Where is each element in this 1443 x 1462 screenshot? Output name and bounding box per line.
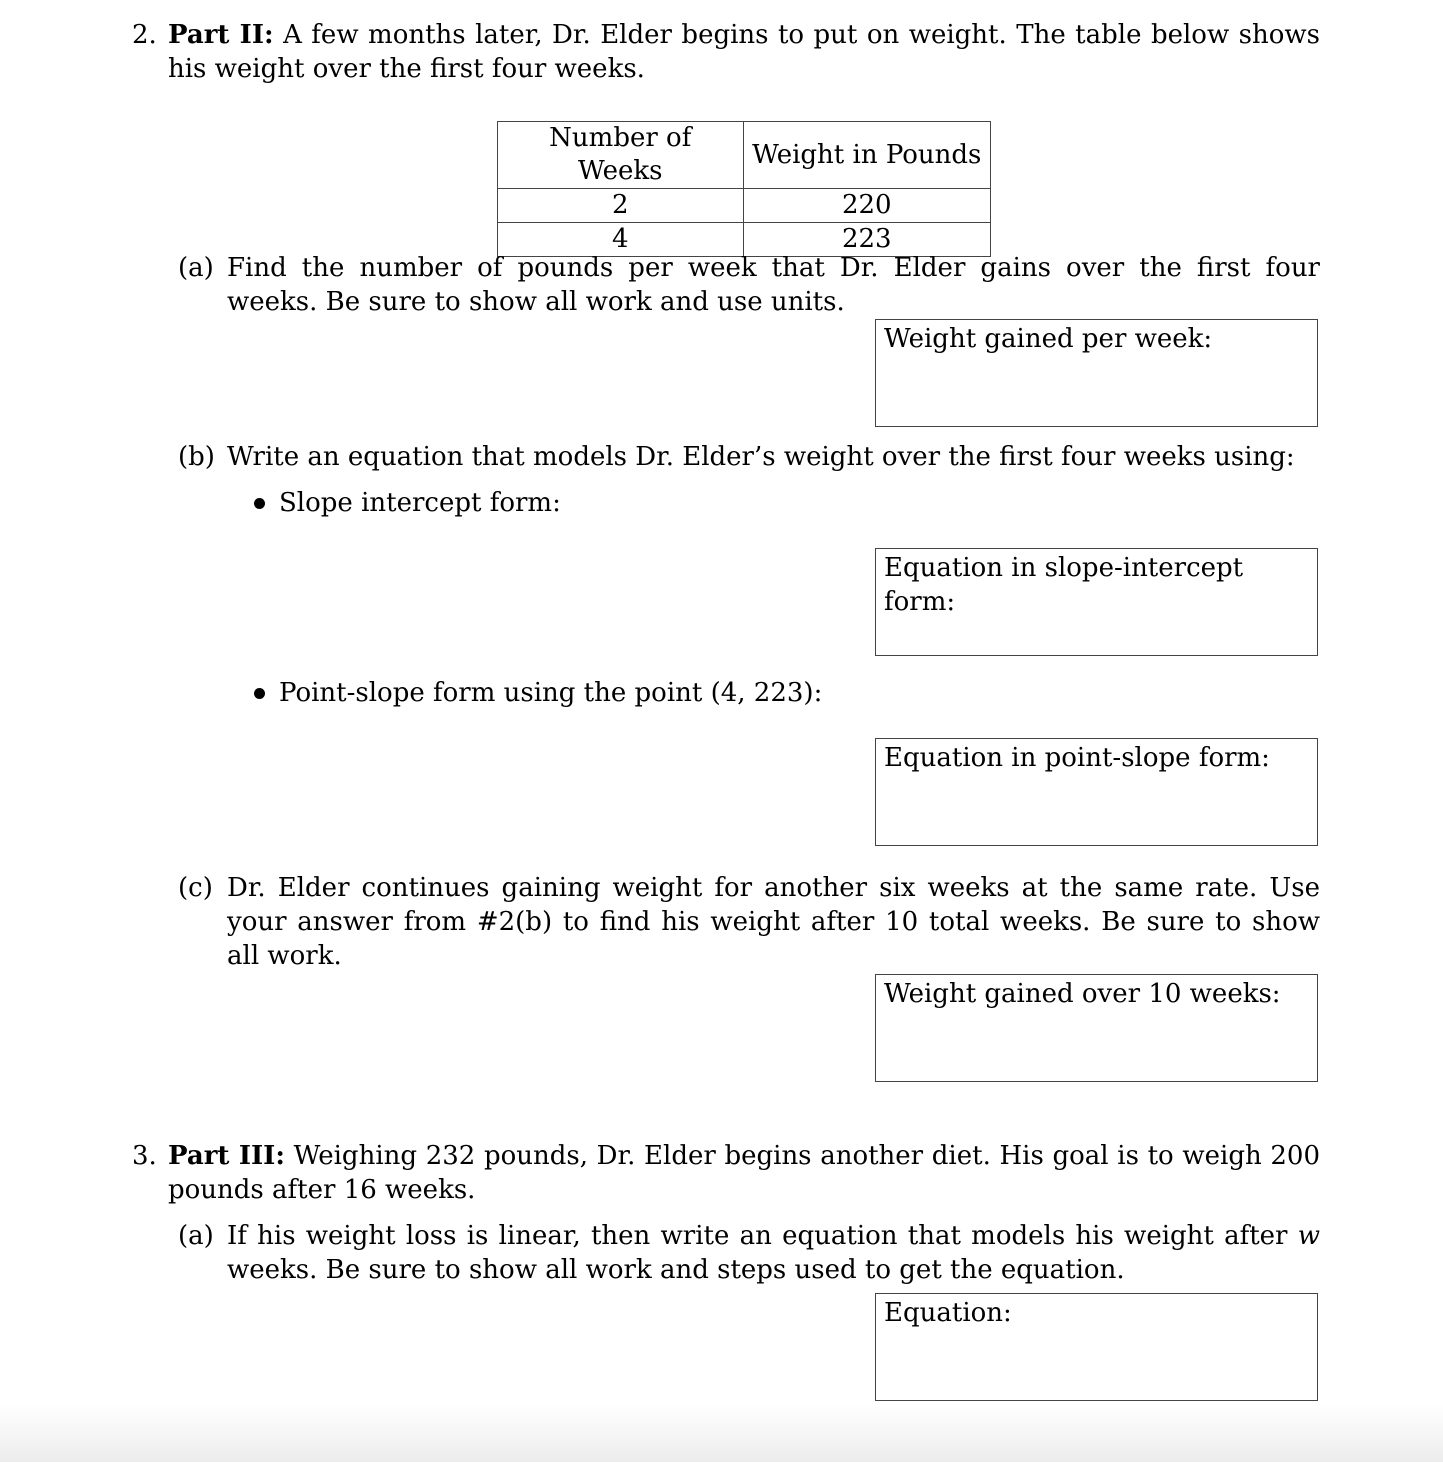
table-header-weeks: Number of Weeks [498,122,744,189]
part-2b-text: Write an equation that models Dr. Elder’s weight over the first four weeks using: [227,442,1295,472]
table-cell: 4 [498,223,744,257]
answer-box-label: Weight gained over 10 weeks: [884,979,1281,1009]
part-3a-text-before: If his weight loss is linear, then write an equation that models his weight after [227,1221,1288,1251]
table-header-row [498,122,991,189]
question-2-number: 2. [132,20,157,50]
table-cell: 220 [743,189,990,223]
part-2c-text: Dr. Elder continues gaining weight for another six weeks at the same rate. Use your answer from #2(b) to find his weight after 10 total weeks. Be sure to show all work. [227,873,1320,971]
answer-box-equation[interactable] [875,1293,1318,1401]
answer-box-label: Equation in point-slope form: [884,743,1270,773]
question-2-prompt [168,18,1320,86]
variable-w: w [1297,1221,1321,1251]
table-cell: 2 [498,189,744,223]
question-2-heading: Part II: [168,20,274,50]
table-cell: 223 [743,223,990,257]
part-3a-text-after: weeks. Be sure to show all work and steps used to get the equation. [227,1255,1125,1285]
part-2b-label: (b) [178,442,215,472]
answer-box-point-slope[interactable] [875,738,1318,846]
question-3-number: 3. [132,1141,157,1171]
answer-box-label: Weight gained per week: [884,324,1213,354]
question-3-prompt [168,1139,1320,1207]
answer-box-weight-per-week[interactable] [875,319,1318,427]
bullet-icon [254,688,265,699]
answer-box-label: Equation: [884,1298,1012,1328]
question-3-intro: Weighing 232 pounds, Dr. Elder begins another diet. His goal is to weigh 200 pounds after 16 weeks. [168,1141,1320,1205]
answer-box-weight-10-weeks[interactable] [875,974,1318,1082]
bullet-slope-intercept: Slope intercept form: [279,488,561,518]
table-header-weight: Weight in Pounds [743,122,990,189]
answer-box-label: Equation in slope-intercept form: [884,553,1244,617]
question-2-intro: A few months later, Dr. Elder begins to put on weight. The table below shows his weight over the first four weeks. [168,20,1320,84]
part-2c-label: (c) [178,873,213,903]
part-2a-label: (a) [178,253,214,283]
part-3a-label: (a) [178,1221,214,1251]
weight-table [497,121,991,257]
page-bottom-shadow [0,1405,1443,1462]
bullet-icon [254,498,265,509]
part-3a-text [227,1219,1320,1287]
question-3-heading: Part III: [168,1141,285,1171]
table-row [498,189,991,223]
bullet-point-slope: Point-slope form using the point (4, 223): [279,678,823,708]
part-2a-text: Find the number of pounds per week that Dr. Elder gains over the first four weeks. Be sure to show all work and use units. [227,253,1320,317]
answer-box-slope-intercept[interactable] [875,548,1318,656]
